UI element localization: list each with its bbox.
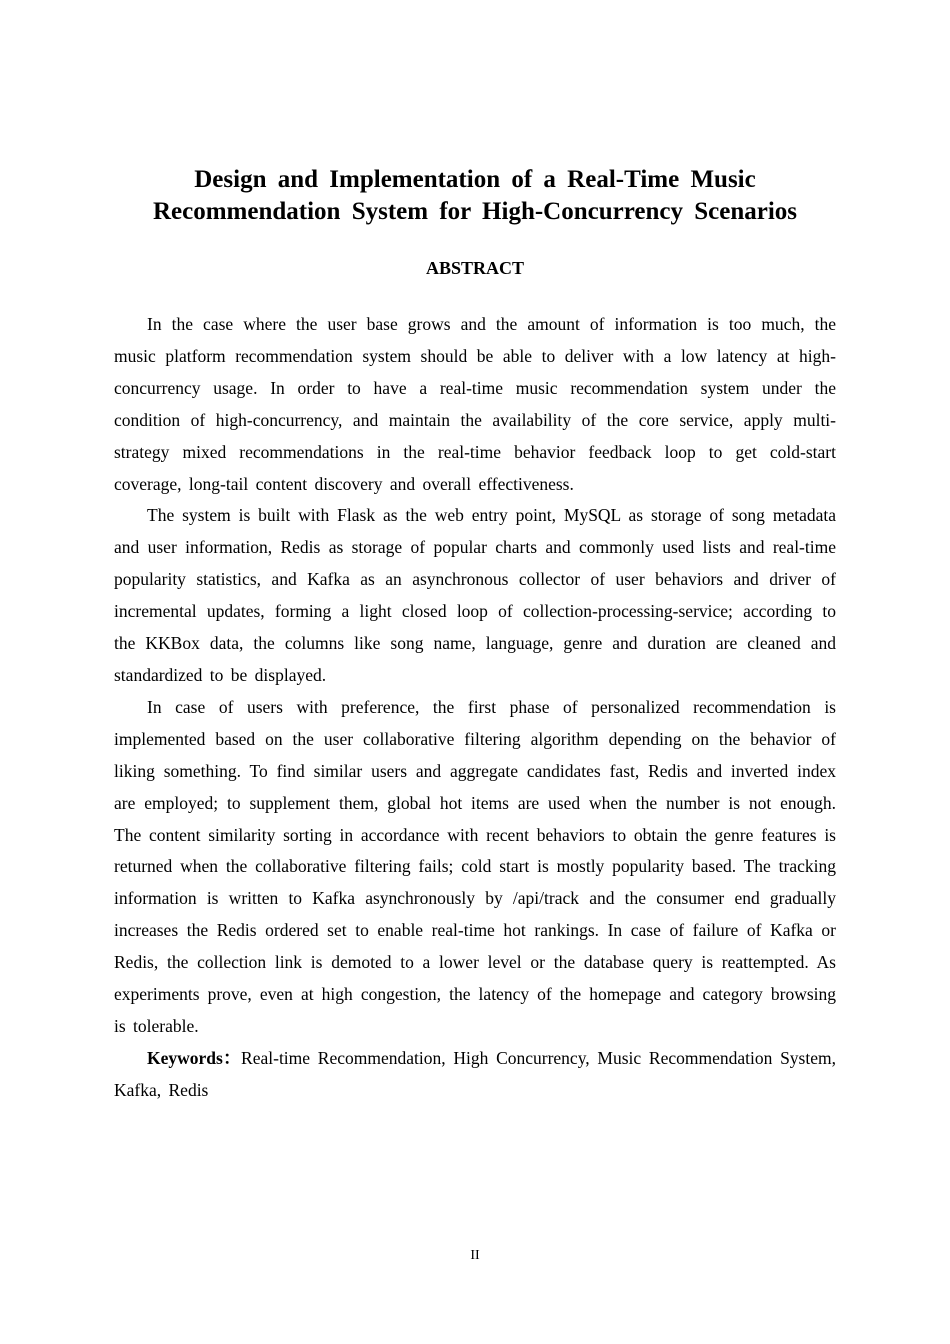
abstract-paragraph-1: In the case where the user base grows and the amount of information is too much, the music platform recommendation system should be able to deliver with a low latency at high-concurrency usage. In order to have a real-time music recommendation system under the condition of high-concurrency, and maintain the availability of the core service, apply multi-strategy mixed recommendations in the real-time behavior feedback loop to get cold-start coverage, long-tail content discovery and overall effectiveness. <box>114 314 836 494</box>
abstract-heading: ABSTRACT <box>425 258 525 278</box>
keywords-text: Real-time Recommendation, High Concurrency, Music Recommendation System, Kafka, Redis <box>114 1047 836 1100</box>
page-number: II <box>470 1248 480 1263</box>
paper-title <box>100 164 850 228</box>
keywords-line <box>114 1043 836 1107</box>
abstract-paragraph-2: The system is built with Flask as the web entry point, MySQL as storage of song metadata and user information, Redis as storage of popular charts and commonly used lists and real-time popularity statistics, and Kafka as an asynchronous collector of user behaviors and driver of incremental updates, forming a light closed loop of collection-processing-service; according to the KKBox data, the columns like song name, language, genre and duration are cleaned and standardized to be displayed. <box>114 505 836 685</box>
abstract-body <box>114 309 836 1107</box>
paper-title-line-2: Recommendation System for High-Concurrency Scenarios <box>152 198 797 225</box>
paper-title-line-1: Design and Implementation of a Real-Time Music <box>194 166 756 193</box>
keywords-label: Keywords： <box>147 1047 242 1068</box>
abstract-paragraph-3: In case of users with preference, the first phase of personalized recommendation is implemented based on the user collaborative filtering algorithm depending on the behavior of liking something. To find similar users and aggregate candidates fast, Redis and inverted index are employed; to supplement them, global hot items are used when the number is not enough. The content similarity sorting in accordance with recent behaviors to obtain the genre features is returned when the collaborative filtering fails; cold start is mostly popularity based. The tracking information is written to Kafka asynchronously by /api/track and the consumer end gradually increases the Redis ordered set to enable real-time hot rankings. In case of failure of Kafka or Redis, the collection link is demoted to a lower level or the database query is reattempted. As experiments prove, even at high congestion, the latency of the homepage and category browsing is tolerable. <box>114 696 836 1036</box>
